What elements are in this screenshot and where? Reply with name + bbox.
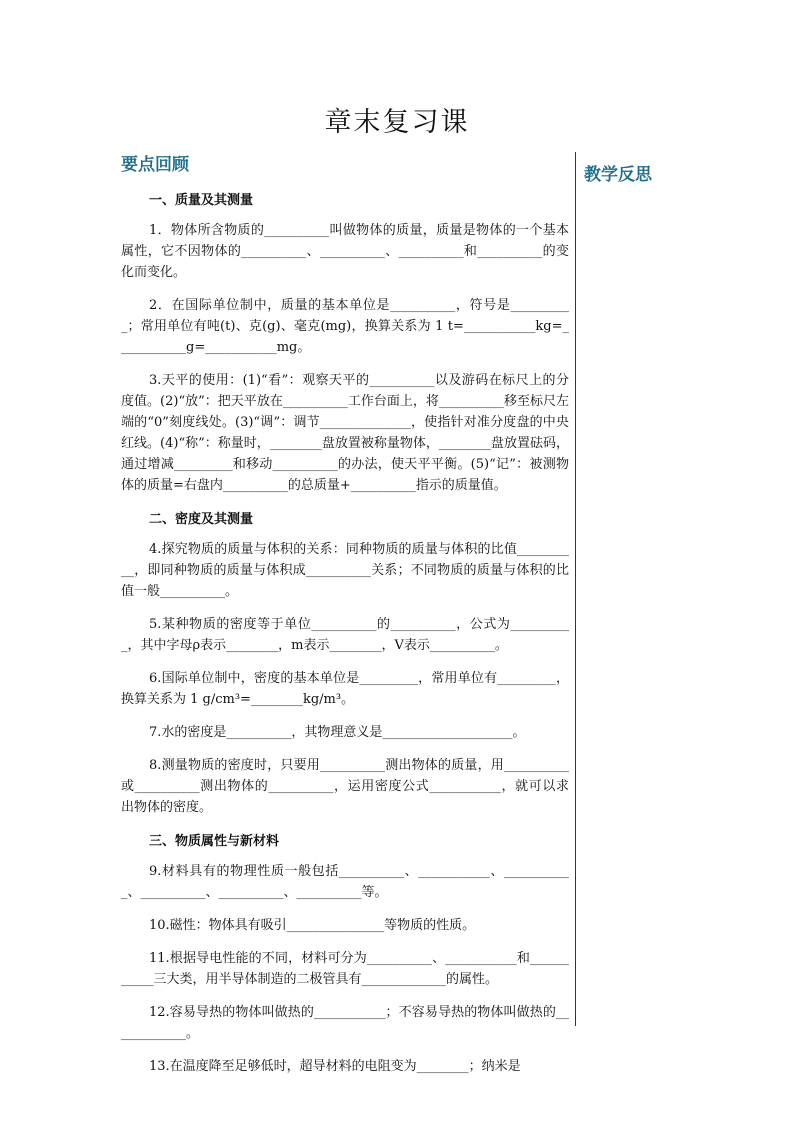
question-item: 7.水的密度是__________，其物理意义是____________________。 (149, 725, 526, 740)
question-item: 10.磁性：物体具有吸引_______________等物质的性质。 (149, 918, 476, 933)
question-item: 2．在国际单位制中，质量的基本单位是__________，符号是__________；常用单位有吨(t)、克(g)、毫克(mg)，换算关系为 1 t=___________kg=___________g=___________mg。 (121, 298, 569, 355)
section-heading: 一、质量及其测量 (149, 193, 254, 208)
question-item: 5.某种物质的密度等于单位__________的__________，公式为__________，其中字母ρ表示________，m表示________，V表示__________。 (121, 617, 569, 653)
main-column (121, 150, 569, 1089)
section-heading: 三、物质属性与新材料 (149, 834, 280, 849)
question-item: 9.材料具有的物理性质一般包括__________、___________、___________、__________、__________、__________等。 (121, 864, 569, 900)
section-heading: 二、密度及其测量 (149, 512, 254, 527)
reflection-heading: 教学反思 (584, 165, 652, 185)
question-item: 11.根据导电性能的不同，材料可分为__________、___________和___________三大类，用半导体制造的二极管具有_____________的属性。 (121, 951, 569, 987)
question-item: 13.在温度降至足够低时，超导材料的电阻变为________；纳米是 (149, 1059, 521, 1074)
page-title: 章末复习课 (324, 107, 470, 138)
question-item: 3.天平的使用：(1)“看”：观察天平的__________以及游码在标尺上的分度值。(2)“放”：把天平放在__________工作台面上，将__________移至标尺左端的“0”刻度线处。(3)“调”：调节______________，使指针对准分度盘的中央红线。(4)“称”：称量时，________盘放置被称量物体，________盘放置砝码，通过增减_________和移动__________的办法，使天平平衡。(5)“记”：被测物体的质量=右盘内__________的总质量+__________指示的质量值。 (121, 373, 569, 493)
review-heading: 要点回顾 (121, 155, 189, 175)
question-item: 12.容易导热的物体叫做热的___________；不容易导热的物体叫做热的____________。 (121, 1005, 569, 1041)
question-item: 4.探究物质的质量与体积的关系：同种物质的质量与体积的比值__________，即同种物质的质量与体积成__________关系；不同物质的质量与体积的比值一般__________。 (121, 542, 569, 599)
column-divider (575, 152, 576, 1026)
question-item: 1．物体所含物质的__________叫做物体的质量，质量是物体的一个基本属性，它不因物体的__________、__________、__________和__________的变化而变化。 (121, 223, 569, 280)
question-item: 6.国际单位制中，密度的基本单位是_________，常用单位有_________，换算关系为 1 g/cm³=________kg/m³。 (121, 671, 569, 707)
question-item: 8.测量物质的密度时，只要用__________测出物体的质量，用__________或__________测出物体的__________，运用密度公式___________，就可以求出物体的密度。 (121, 758, 569, 815)
